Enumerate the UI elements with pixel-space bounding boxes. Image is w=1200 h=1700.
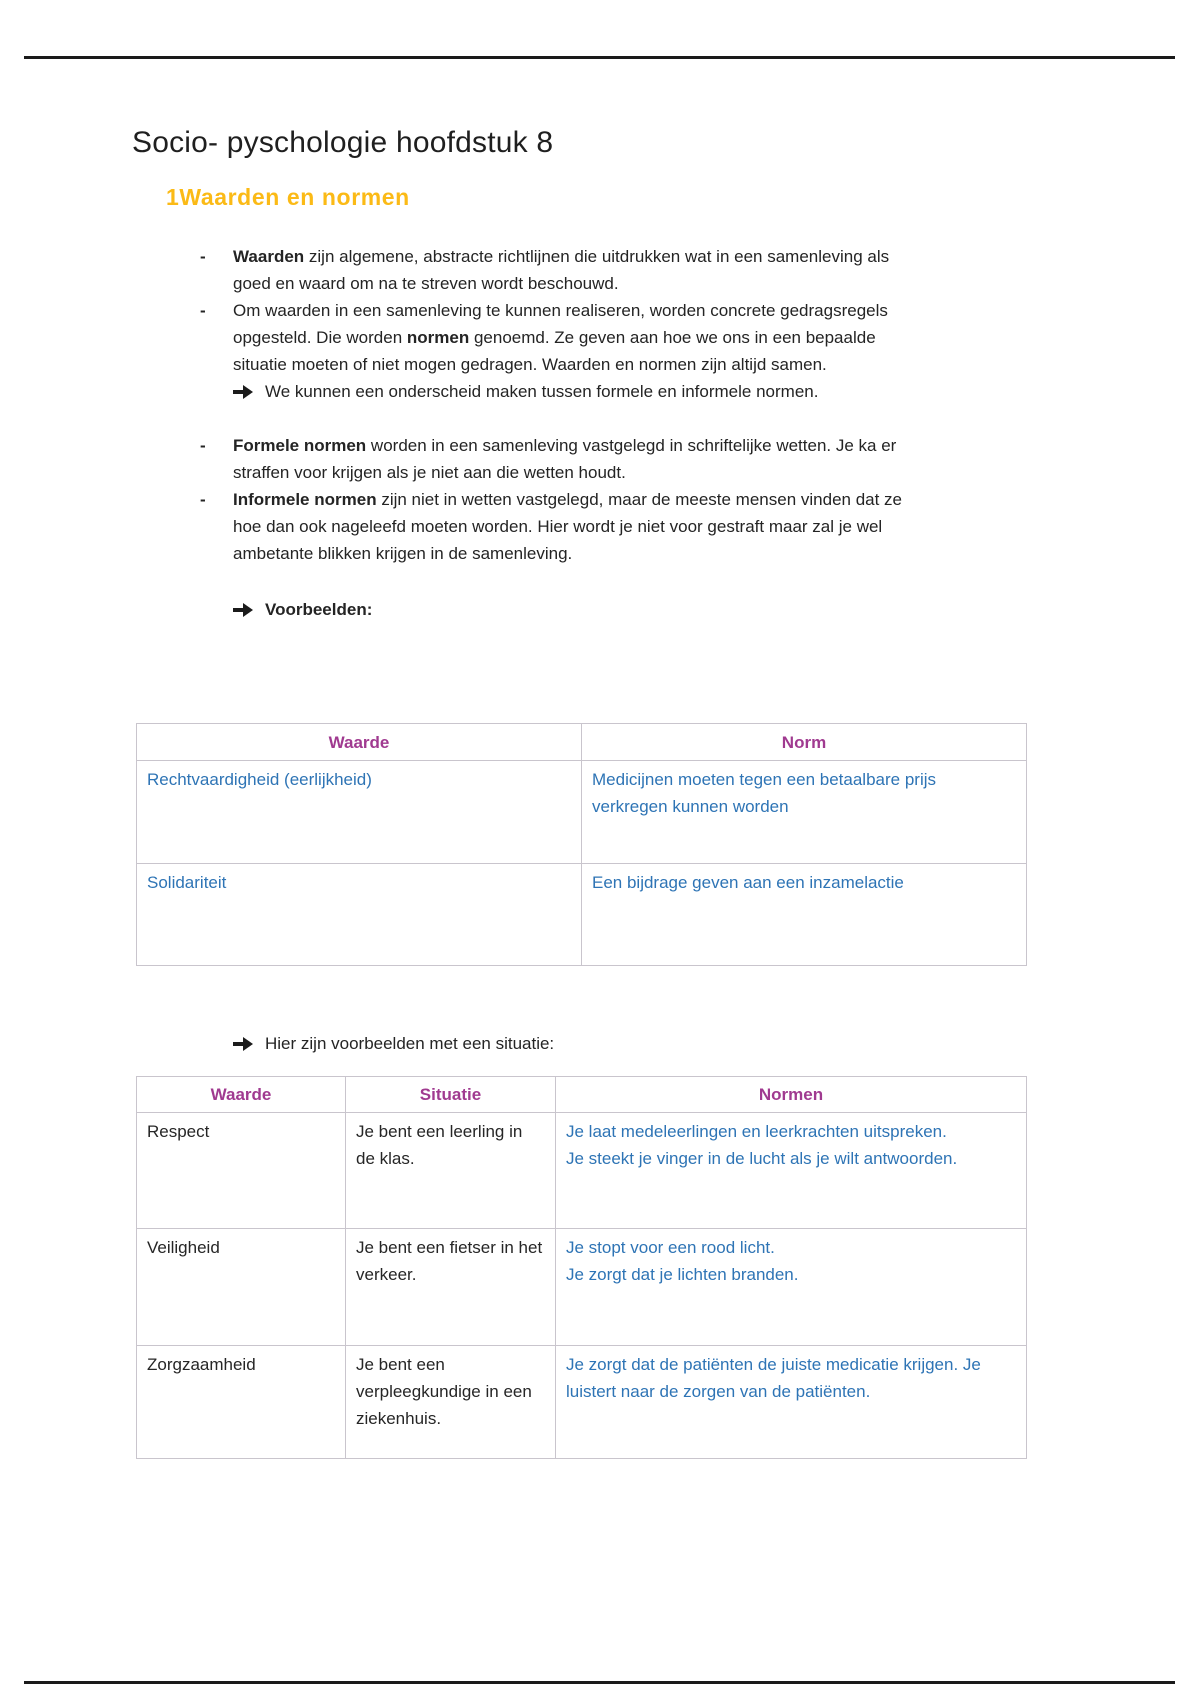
bullet-list [200,243,930,567]
dash-bullet-icon: - [200,247,206,266]
table-row [137,864,1027,966]
table-header-row [137,1077,1027,1113]
norm-line: Je zorgt dat de patiënten de juiste medicatie krijgen. Je luistert naar de zorgen van de patiënten. [566,1355,981,1401]
section-heading: 1Waarden en normen [166,184,410,210]
cell-waarde: Zorgzaamheid [137,1346,346,1459]
values-situations-table [136,1076,1027,1459]
cell-situatie: Je bent een verpleegkundige in een ziekenhuis. [346,1346,556,1459]
bold-term-formele: Formele normen [233,436,367,455]
dash-bullet-icon: - [200,490,206,509]
table-row-respect [137,1113,1027,1229]
top-divider-line [24,56,1175,59]
bullet-item-normen [200,297,930,378]
cell-norm: Medicijnen moeten tegen een betaalbare prijs verkregen kunnen worden [582,761,1027,864]
values-norms-table [136,723,1027,966]
table-row [137,761,1027,864]
header-cell-normen: Normen [556,1077,1027,1113]
cell-situatie: Je bent een fietser in het verkeer. [346,1229,556,1346]
cell-waarde: Veiligheid [137,1229,346,1346]
header-cell-waarde: Waarde [137,724,582,761]
arrow-note-distinction [233,378,930,405]
cell-waarde: Solidariteit [137,864,582,966]
table-row-veiligheid [137,1229,1027,1346]
arrow-note-text: We kunnen een onderscheid maken tussen formele en informele normen. [265,382,819,401]
header-cell-norm: Norm [582,724,1027,761]
situation-intro-row [233,1030,554,1057]
arrow-right-icon [233,1037,253,1051]
arrow-right-icon [233,385,253,399]
dash-bullet-icon: - [200,301,206,320]
header-cell-waarde: Waarde [137,1077,346,1113]
examples-label-row [233,596,372,623]
norm-line: Je zorgt dat je lichten branden. [566,1265,799,1284]
bullet-text [233,243,930,297]
table-header-row [137,724,1027,761]
text-segment: Om waarden in een samenleving te kunnen realiseren, worden concrete gedragsregels opgesteld. Die worden [233,301,888,347]
cell-waarde: Respect [137,1113,346,1229]
cell-normen [556,1113,1027,1229]
bullet-item-formele-normen [200,432,930,486]
examples-label: Voorbeelden: [265,600,373,619]
document-title: Socio- pyschologie hoofdstuk 8 [132,126,554,159]
bullet-text [233,486,930,567]
cell-normen [556,1229,1027,1346]
header-cell-situatie: Situatie [346,1077,556,1113]
norm-line: Je steekt je vinger in de lucht als je wilt antwoorden. [566,1149,958,1168]
bottom-divider-line [24,1681,1175,1684]
text-segment: zijn algemene, abstracte richtlijnen die uitdrukken wat in een samenleving als goed en waard om na te streven wordt beschouwd. [233,247,890,293]
dash-bullet-icon: - [200,436,206,455]
bold-term-normen: normen [406,328,470,347]
situation-intro-text: Hier zijn voorbeelden met een situatie: [265,1034,555,1053]
spacer [200,405,930,432]
bullet-item-waarden [200,243,930,297]
bullet-text [233,432,930,486]
text-segment: zijn niet in wetten vastgelegd, maar de meeste mensen vinden dat ze hoe dan ook nageleefd moeten worden. Hier wordt je niet voor gestraft maar zal je wel ambetante blikken krijgen in de samenleving. [233,490,903,563]
bold-term-waarden: Waarden [233,247,305,266]
table-row-zorgzaamheid [137,1346,1027,1459]
cell-norm: Een bijdrage geven aan een inzamelactie [582,864,1027,966]
cell-waarde: Rechtvaardigheid (eerlijkheid) [137,761,582,864]
norm-line: Je laat medeleerlingen en leerkrachten uitspreken. [566,1122,947,1141]
bold-term-informele: Informele normen [233,490,377,509]
text-segment: genoemd. Ze geven aan hoe we ons in een bepaalde situatie moeten of niet mogen gedragen. Waarden en normen zijn altijd samen. [233,328,876,374]
cell-normen [556,1346,1027,1459]
arrow-right-icon [233,603,253,617]
bullet-item-informele-normen [200,486,930,567]
cell-situatie: Je bent een leerling in de klas. [346,1113,556,1229]
text-segment: worden in een samenleving vastgelegd in schriftelijke wetten. Je ka er straffen voor krijgen als je niet aan die wetten houdt. [233,436,897,482]
norm-line: Je stopt voor een rood licht. [566,1238,775,1257]
bullet-text [233,297,930,378]
